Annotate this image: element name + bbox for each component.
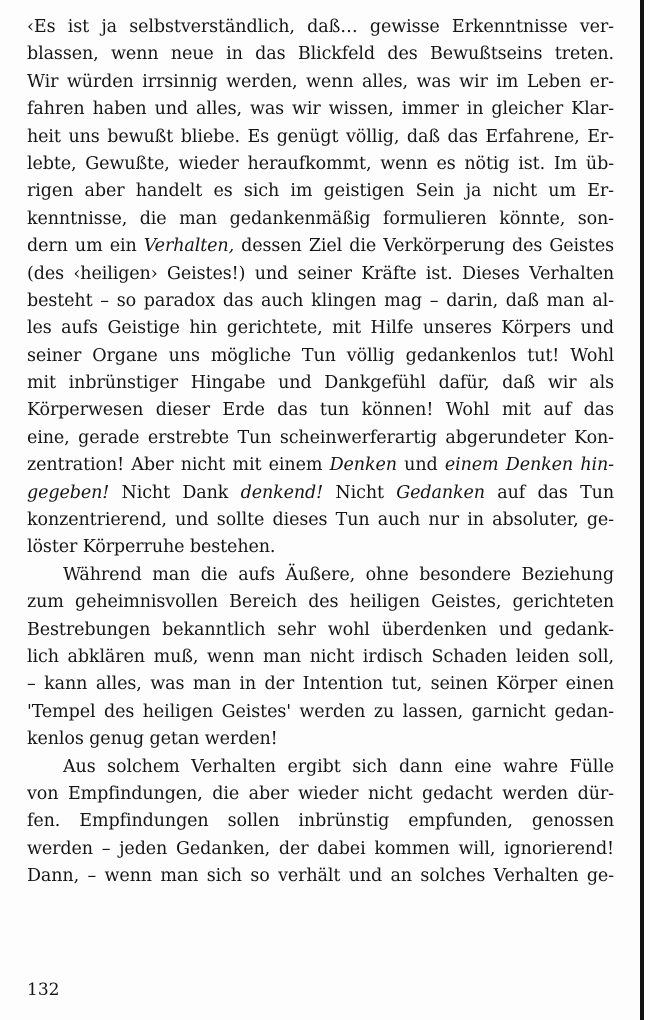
text-line: eine, gerade erstrebte Tun scheinwerferartig abgerundeter Kon- [27, 427, 614, 448]
italic-emphasis: gegeben! [27, 482, 110, 503]
text-line: ‹Es ist ja selbstverständlich, daß… gewisse Erkenntnisse ver- [27, 17, 614, 37]
italic-emphasis: Verhalten, [143, 236, 235, 257]
text-line: Dann, – wenn man sich so verhält und an solches Verhalten ge- [27, 866, 614, 887]
text-line: mit inbrünstiger Hingabe und Dankgefühl dafür, daß wir als [27, 373, 614, 394]
text-line: zum geheimnisvollen Bereich des heiligen Geistes, gerichteten [27, 592, 614, 613]
text-line: Körperwesen dieser Erde das tun können! Wohl mit auf das [27, 400, 614, 421]
text-line: kenntnisse, die man gedankenmäßig formulieren könnte, son- [27, 208, 614, 229]
page-number: 132 [27, 980, 60, 1000]
italic-emphasis: Gedanken [396, 482, 485, 503]
text-line: löster Körperruhe bestehen. [27, 537, 276, 558]
italic-emphasis: einem Denken hin- [444, 455, 614, 476]
scan-edge [640, 0, 644, 1020]
text-line: lebte, Gewußte, wieder heraufkommt, wenn es nötig ist. Im üb- [27, 153, 614, 174]
text-line: Bestrebungen bekanntlich sehr wohl überdenken und gedank- [27, 619, 614, 640]
italic-emphasis: denkend! [240, 482, 324, 503]
text-line: 'Tempel des heiligen Geistes' werden zu lassen, garnicht gedan- [27, 701, 614, 722]
text-line: fahren haben und alles, was wir wissen, immer in gleicher Klar- [27, 99, 614, 120]
text-line: seiner Organe uns mögliche Tun völlig gedankenlos tut! Wohl [27, 345, 614, 366]
text-line: fen. Empfindungen sollen inbrünstig empfunden, genossen [27, 811, 614, 832]
body-text [27, 14, 614, 891]
text-line: von Empfindungen, die aber wieder nicht gedacht werden dür- [27, 783, 614, 804]
text-line: dern um ein Verhalten, dessen Ziel die Verkörperung des Geistes [27, 236, 614, 257]
text-line: kenlos genug getan werden! [27, 729, 278, 750]
text-line: rigen aber handelt es sich im geistigen Sein ja nicht um Er- [27, 181, 614, 202]
text-line: heit uns bewußt bliebe. Es genügt völlig, daß das Erfahrene, Er- [27, 126, 614, 147]
text-line: lich abklären muß, wenn man nicht irdisch Schaden leiden soll, [27, 646, 614, 667]
text-line: konzentrierend, und sollte dieses Tun auch nur in absoluter, ge- [27, 510, 614, 531]
text-line: Während man die aufs Äußere, ohne besondere Beziehung [63, 564, 614, 585]
text-line: blassen, wenn neue in das Blickfeld des Bewußtseins treten. [27, 44, 614, 65]
text-line: Wir würden irrsinnig werden, wenn alles, was wir im Leben er- [27, 71, 614, 92]
text-line: zentration! Aber nicht mit einem Denken und einem Denken hin- [27, 455, 614, 476]
text-line: – kann alles, was man in der Intention tut, seinen Körper einen [27, 674, 614, 695]
italic-emphasis: Denken [329, 455, 397, 476]
text-line: (des ‹heiligen› Geistes!) und seiner Kräfte ist. Dieses Verhalten [27, 263, 614, 284]
text-line: werden – jeden Gedanken, der dabei kommen will, ignorierend! [27, 838, 614, 859]
text-line: besteht – so paradox das auch klingen mag – darin, daß man al- [27, 290, 614, 311]
text-line: Aus solchem Verhalten ergibt sich dann eine wahre Fülle [63, 756, 614, 777]
text-line: gegeben! Nicht Dank denkend! Nicht Gedanken auf das Tun [27, 482, 614, 503]
text-line: les aufs Geistige hin gerichtete, mit Hilfe unseres Körpers und [27, 318, 614, 339]
